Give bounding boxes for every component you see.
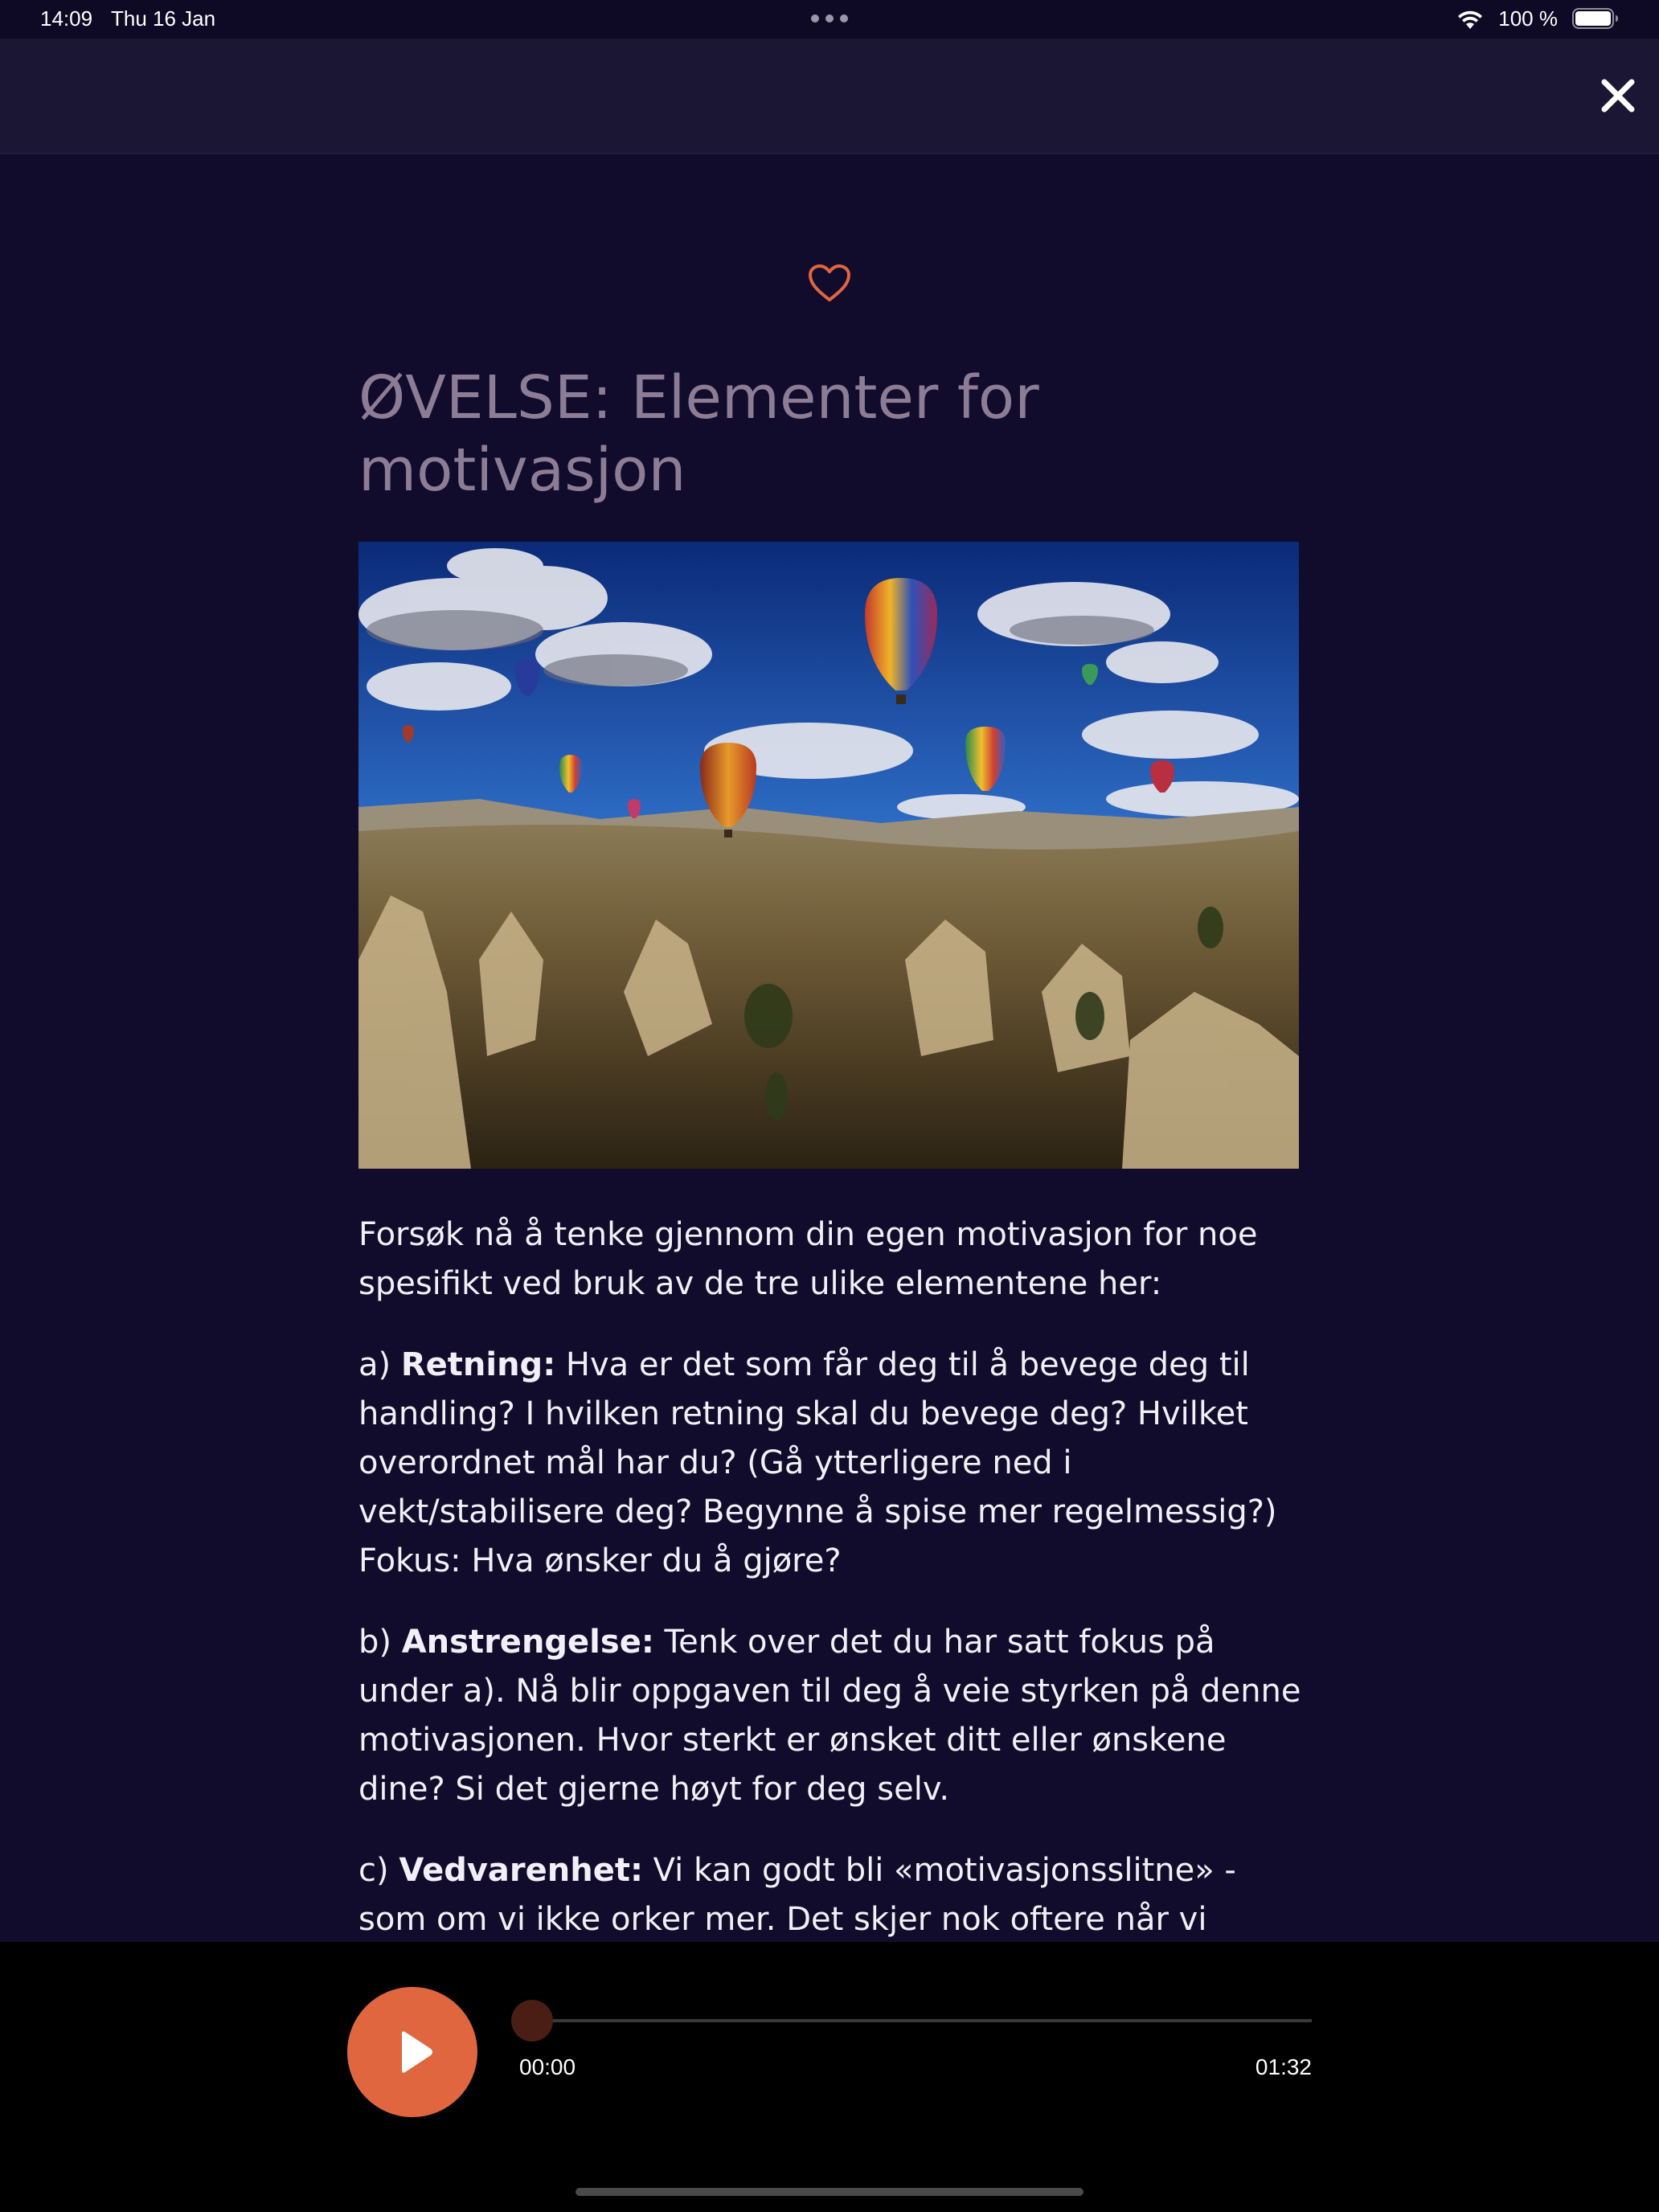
status-indicators [1410,6,1619,32]
home-indicator[interactable] [576,2188,1083,2196]
item-prefix: a) [358,1346,401,1383]
item-prefix: c) [358,1852,399,1889]
item-term: Retning: [400,1346,556,1383]
status-time: 14:09 [40,6,93,31]
exercise-text [358,1210,1307,2026]
status-bar [0,0,1659,39]
play-button[interactable] [347,1987,477,2117]
exercise-title: ØVELSE: Elementer for motivasjon [358,363,1039,505]
battery-icon [1572,8,1619,29]
multitasking-dots-icon[interactable] [811,14,848,23]
hot-air-balloons-image [358,542,1299,1169]
item-anstrengelse [358,1618,1307,1814]
play-icon [387,2027,437,2077]
item-retning [358,1341,1307,1586]
item-term: Vedvarenhet: [399,1852,643,1889]
status-date: Thu 16 Jan [111,6,216,31]
close-icon[interactable] [1596,74,1640,117]
wifi-icon [1456,10,1484,31]
progress-knob[interactable] [511,2000,553,2042]
item-prefix: b) [358,1624,402,1661]
item-text: Hva er det som får deg til å bevege deg til handling? I hvilken retning skal du bevege deg? Hvilket overordnet mål har du? (Gå ytterligere ned i vekt/stabilisere deg? Begynne å spise mer regelmessig?) Fokus: Hva ønsker du å gjøre? [358,1346,1277,1579]
battery-percentage: 100 % [1498,6,1558,31]
item-text: Vi kan godt bli «motivasjonsslitne» - som om vi ikke orker mer. Det skjer nok oftere når vi [358,1852,1236,1938]
current-time: 00:00 [519,2054,576,2079]
total-time: 01:32 [1255,2054,1312,2079]
progress-track[interactable] [530,2019,1312,2022]
top-bar [0,39,1659,154]
item-text: Tenk over det du har satt fokus på under a). Nå blir oppgaven til deg å veie styrken på denne motivasjonen. Hvor sterkt er ønsket ditt eller ønskene dine? Si det gjerne høyt for deg selv. [358,1624,1301,1808]
intro-paragraph: Forsøk nå å tenke gjennom din egen motivasjon for noe spesifikt ved bruk av de tre ulike elementene her: [358,1216,1258,1302]
item-term: Anstrengelse: [401,1624,654,1661]
audio-player [0,1942,1659,2212]
favorite-heart-icon[interactable] [808,264,851,304]
exercise-content[interactable] [0,154,1659,1942]
